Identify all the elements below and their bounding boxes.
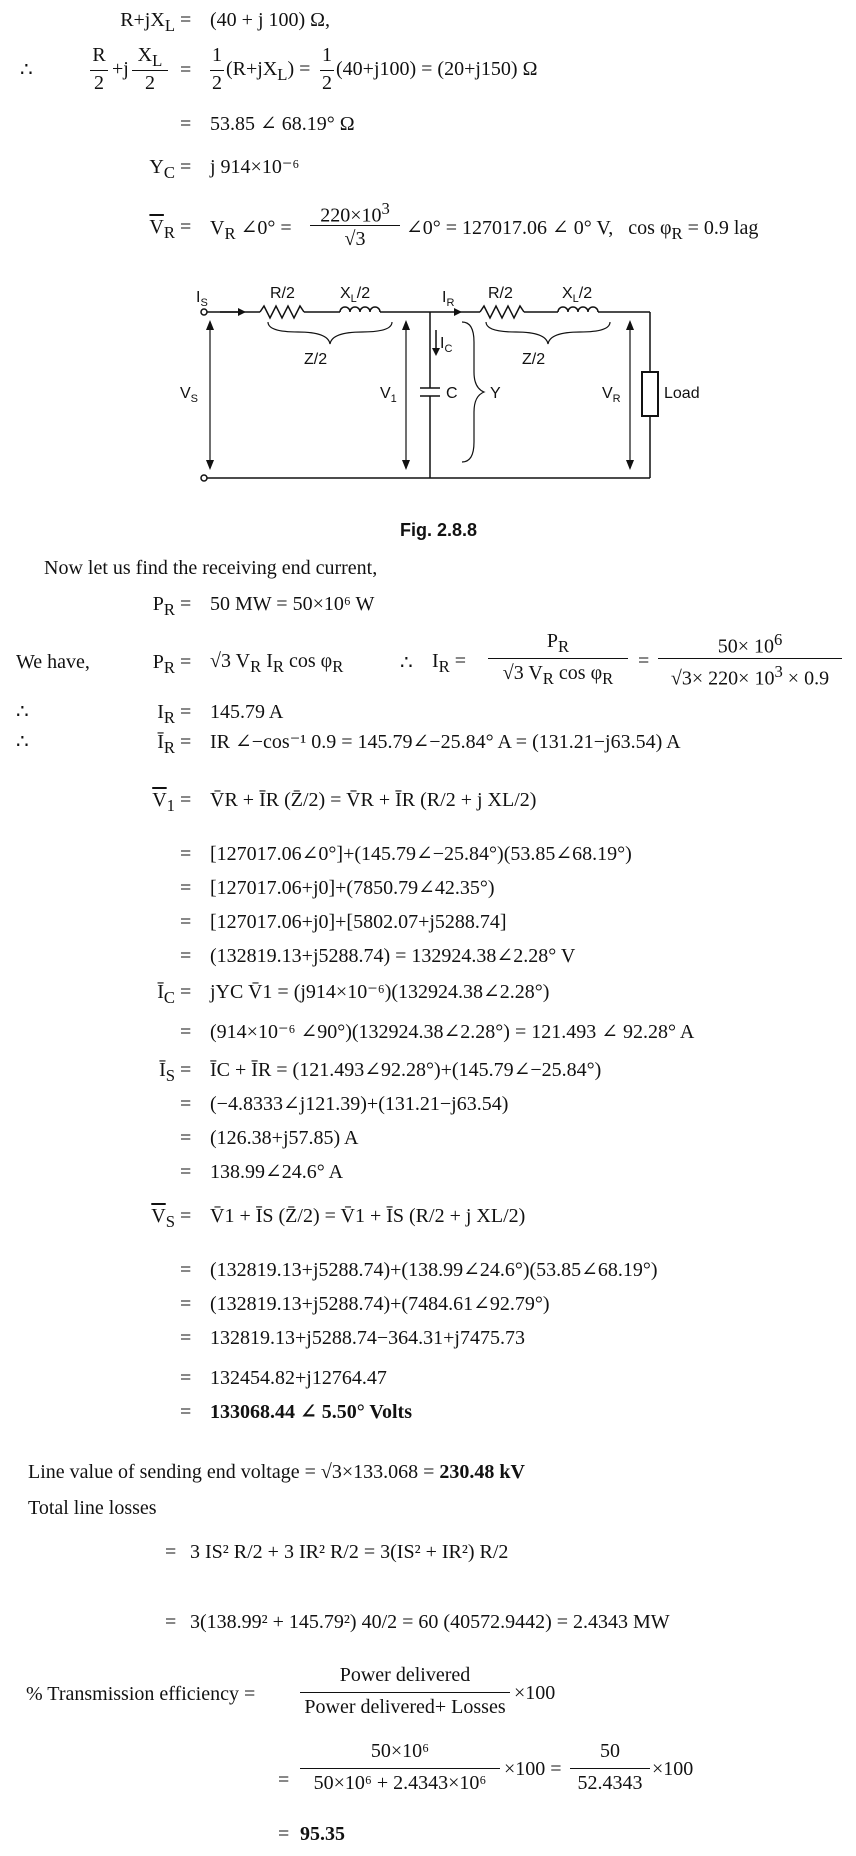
calc-rhs: (−4.8333∠j121.39)+(131.21−j63.54) bbox=[210, 1093, 509, 1115]
figure-caption: Fig. 2.8.8 bbox=[400, 520, 478, 540]
eq-sign: = bbox=[180, 877, 192, 899]
label-c: C bbox=[446, 385, 458, 402]
brace-z2-right bbox=[486, 322, 610, 344]
eq-sign: = bbox=[278, 1823, 290, 1845]
resistor-r2-left bbox=[260, 306, 304, 318]
eq-r4-lhs: $Y_C$ bbox=[149, 156, 175, 182]
eq-r5-lhs: $\overline{V}_R$ bbox=[149, 216, 175, 242]
label-r2b: R/2 bbox=[488, 285, 513, 302]
label-vr: $V_R$ bbox=[602, 385, 621, 405]
calc-lhs: $P_R$ bbox=[152, 593, 175, 619]
label-r2a: R/2 bbox=[270, 285, 295, 302]
calc-rhs: (132819.13+j5288.74) = 132924.38∠2.28° V bbox=[210, 945, 576, 967]
resistor-r2-right bbox=[480, 306, 524, 318]
eq-sign: = bbox=[180, 1161, 192, 1183]
calc-ir-formula: √3 $V_R$ $I_R$ $\cos \varphi_R$ ∴ $I_R$ = $P_R$ √3 $V_R$ $\cos \varphi_R$ = $50\times 10^6$ $√3\times 220\times 10^3 \times 0.9$ bbox=[210, 626, 850, 696]
eq-r2-lhs: R 2 +j $X_L$ 2 bbox=[90, 40, 180, 100]
calc-rhs: (132819.13+j5288.74)+(7484.61∠92.79°) bbox=[210, 1293, 550, 1315]
arrow-is bbox=[238, 308, 246, 316]
eq-sign: = bbox=[180, 113, 192, 135]
we-have: We have, bbox=[16, 651, 90, 673]
calc-rhs: 132819.13+j5288.74−364.31+j7475.73 bbox=[210, 1327, 525, 1349]
load-box bbox=[642, 372, 658, 416]
label-xl2b: $X_L/2$ bbox=[562, 285, 593, 305]
inductor-xl-left bbox=[340, 307, 380, 312]
eq-sign: = bbox=[180, 981, 192, 1003]
label-ir: $I_R$ bbox=[442, 289, 455, 309]
eq-sign: = bbox=[180, 1401, 192, 1423]
calc-rhs: V̄1 + ĪS (Z̄/2) = V̄1 + ĪS (R/2 + j XL/2) bbox=[210, 1205, 526, 1227]
eq-sign: = bbox=[180, 945, 192, 967]
calc-lhs: $Ī_S$ bbox=[159, 1059, 175, 1085]
eq-r1-lhs: $R+jX_L$ bbox=[120, 9, 175, 35]
intro-text: Now let us find the receiving end current, bbox=[44, 557, 378, 579]
eq-sign: = bbox=[180, 1327, 192, 1349]
calc-rhs: 138.99∠24.6° A bbox=[210, 1161, 344, 1183]
eq-sign: = bbox=[180, 216, 192, 238]
total-losses-label: Total line losses bbox=[28, 1497, 157, 1519]
eq-sign: = bbox=[165, 1541, 177, 1563]
eq-sign: = bbox=[180, 701, 192, 723]
calc-lhs: $\overline{V}_S$ bbox=[151, 1205, 175, 1231]
eq-sign: = bbox=[180, 789, 192, 811]
circuit-diagram bbox=[180, 270, 700, 540]
eq-r2-rhs: 1 2 $(R+jX_L)$ = 1 2 (40+j100) = (20+j150) Ω bbox=[212, 44, 538, 94]
brace-y bbox=[462, 322, 484, 462]
therefore-mark: ∴ bbox=[20, 59, 33, 81]
calc-rhs: 132454.82+j12764.47 bbox=[210, 1367, 387, 1389]
calc-rhs: V̄R + ĪR (Z̄/2) = V̄R + ĪR (R/2 + j XL/2) bbox=[210, 789, 537, 811]
eq-sign: = bbox=[180, 1259, 192, 1281]
losses-formula: 3 IS² R/2 + 3 IR² R/2 = 3(IS² + IR²) R/2 bbox=[190, 1541, 509, 1563]
eq-sign: = bbox=[180, 1293, 192, 1315]
arrow-ic bbox=[432, 348, 440, 356]
eq-sign: = bbox=[180, 1059, 192, 1081]
label-z2b: Z/2 bbox=[522, 351, 546, 368]
calc-lhs: $Ī_R$ bbox=[157, 731, 175, 757]
eq-sign: = bbox=[180, 1367, 192, 1389]
label-vs: $V_S$ bbox=[180, 385, 199, 405]
losses-value: 3(138.99² + 145.79²) 40/2 = 60 (40572.9442) = 2.4343 MW bbox=[190, 1611, 670, 1633]
eq-sign: = bbox=[180, 156, 192, 178]
label-is: $I_S$ bbox=[196, 289, 208, 309]
label-v1: $V_1$ bbox=[380, 385, 397, 405]
label-load: Load bbox=[664, 385, 700, 402]
label-xl2a: $X_L/2$ bbox=[340, 285, 371, 305]
calc-rhs: (126.38+j57.85) A bbox=[210, 1127, 359, 1149]
eq-sign: = bbox=[180, 651, 192, 673]
eq-sign: = bbox=[278, 1769, 290, 1791]
eq-sign: = bbox=[165, 1611, 177, 1633]
eq-r5-rhs: $V_R$ ∠0° = $220\times 10^3$ √3 ∠0° = 127017.06 ∠ 0° V, $\cos \varphi_R = 0.9$ lag bbox=[210, 199, 759, 250]
efficiency-result: 95.35 bbox=[300, 1823, 345, 1845]
calc-lhs: $Ī_C$ bbox=[157, 981, 175, 1007]
calc-rhs: [127017.06+j0]+[5802.07+j5288.74] bbox=[210, 911, 507, 933]
eq-r3-rhs: 53.85 ∠ 68.19° Ω bbox=[210, 113, 355, 135]
calc-rhs: IR ∠−cos⁻¹ 0.9 = 145.79∠−25.84° A = (131.21−j63.54) A bbox=[210, 731, 681, 753]
inductor-xl-right bbox=[558, 307, 598, 312]
calc-lhs: $P_R$ bbox=[152, 651, 175, 677]
calc-rhs: 145.79 A bbox=[210, 701, 284, 723]
eq-sign: = bbox=[180, 843, 192, 865]
calc-rhs: (132819.13+j5288.74)+(138.99∠24.6°)(53.85∠68.19°) bbox=[210, 1259, 658, 1281]
eq-sign: = bbox=[180, 911, 192, 933]
eq-sign: = bbox=[180, 1093, 192, 1115]
eq-sign: = bbox=[180, 9, 192, 31]
eq-sign: = bbox=[180, 731, 192, 753]
eq-sign: = bbox=[180, 1021, 192, 1043]
calc-lhs: $\overline{V}_1$ bbox=[152, 789, 175, 815]
eq-r1-rhs: (40 + j 100) Ω, bbox=[210, 9, 331, 31]
calc-rhs: 50 MW = 50×10⁶ W bbox=[210, 593, 375, 615]
eq-r4-rhs: j 914×10⁻⁶ bbox=[210, 156, 300, 178]
efficiency-step: 50×10⁶ 50×10⁶ + 2.4343×10⁶ ×100 = 50 52.4343 ×100 bbox=[300, 1740, 820, 1800]
eq-sign: = bbox=[180, 1127, 192, 1149]
calc-rhs: [127017.06∠0°]+(145.79∠−25.84°)(53.85∠68.19°) bbox=[210, 843, 632, 865]
eq-sign: = bbox=[180, 593, 192, 615]
brace-z2-left bbox=[268, 322, 392, 344]
label-ic: $I_C$ bbox=[440, 335, 453, 355]
calc-rhs: (914×10⁻⁶ ∠90°)(132924.38∠2.28°) = 121.493 ∠ 92.28° A bbox=[210, 1021, 695, 1043]
calc-lhs: $I_R$ bbox=[157, 701, 175, 727]
efficiency-label: % Transmission efficiency = bbox=[26, 1683, 256, 1705]
calc-rhs: [127017.06+j0]+(7850.79∠42.35°) bbox=[210, 877, 495, 899]
therefore-mark: ∴ bbox=[16, 701, 29, 723]
arrow-ir bbox=[454, 308, 462, 316]
eq-sign: = bbox=[180, 1205, 192, 1227]
line-value-text: Line value of sending end voltage = √3×133.068 = 230.48 kV bbox=[28, 1461, 525, 1483]
calc-rhs: ĪC + ĪR = (121.493∠92.28°)+(145.79∠−25.84°) bbox=[210, 1059, 602, 1081]
vs-final: 133068.44 ∠ 5.50° Volts bbox=[210, 1401, 413, 1423]
label-z2a: Z/2 bbox=[304, 351, 328, 368]
therefore-mark: ∴ bbox=[16, 731, 29, 753]
calc-rhs: jYC V̄1 = (j914×10⁻⁶)(132924.38∠2.28°) bbox=[210, 981, 550, 1003]
label-y: Y bbox=[490, 385, 501, 402]
eq-sign: = bbox=[180, 59, 192, 81]
efficiency-fraction: Power delivered Power delivered+ Losses ×100 bbox=[300, 1664, 570, 1724]
